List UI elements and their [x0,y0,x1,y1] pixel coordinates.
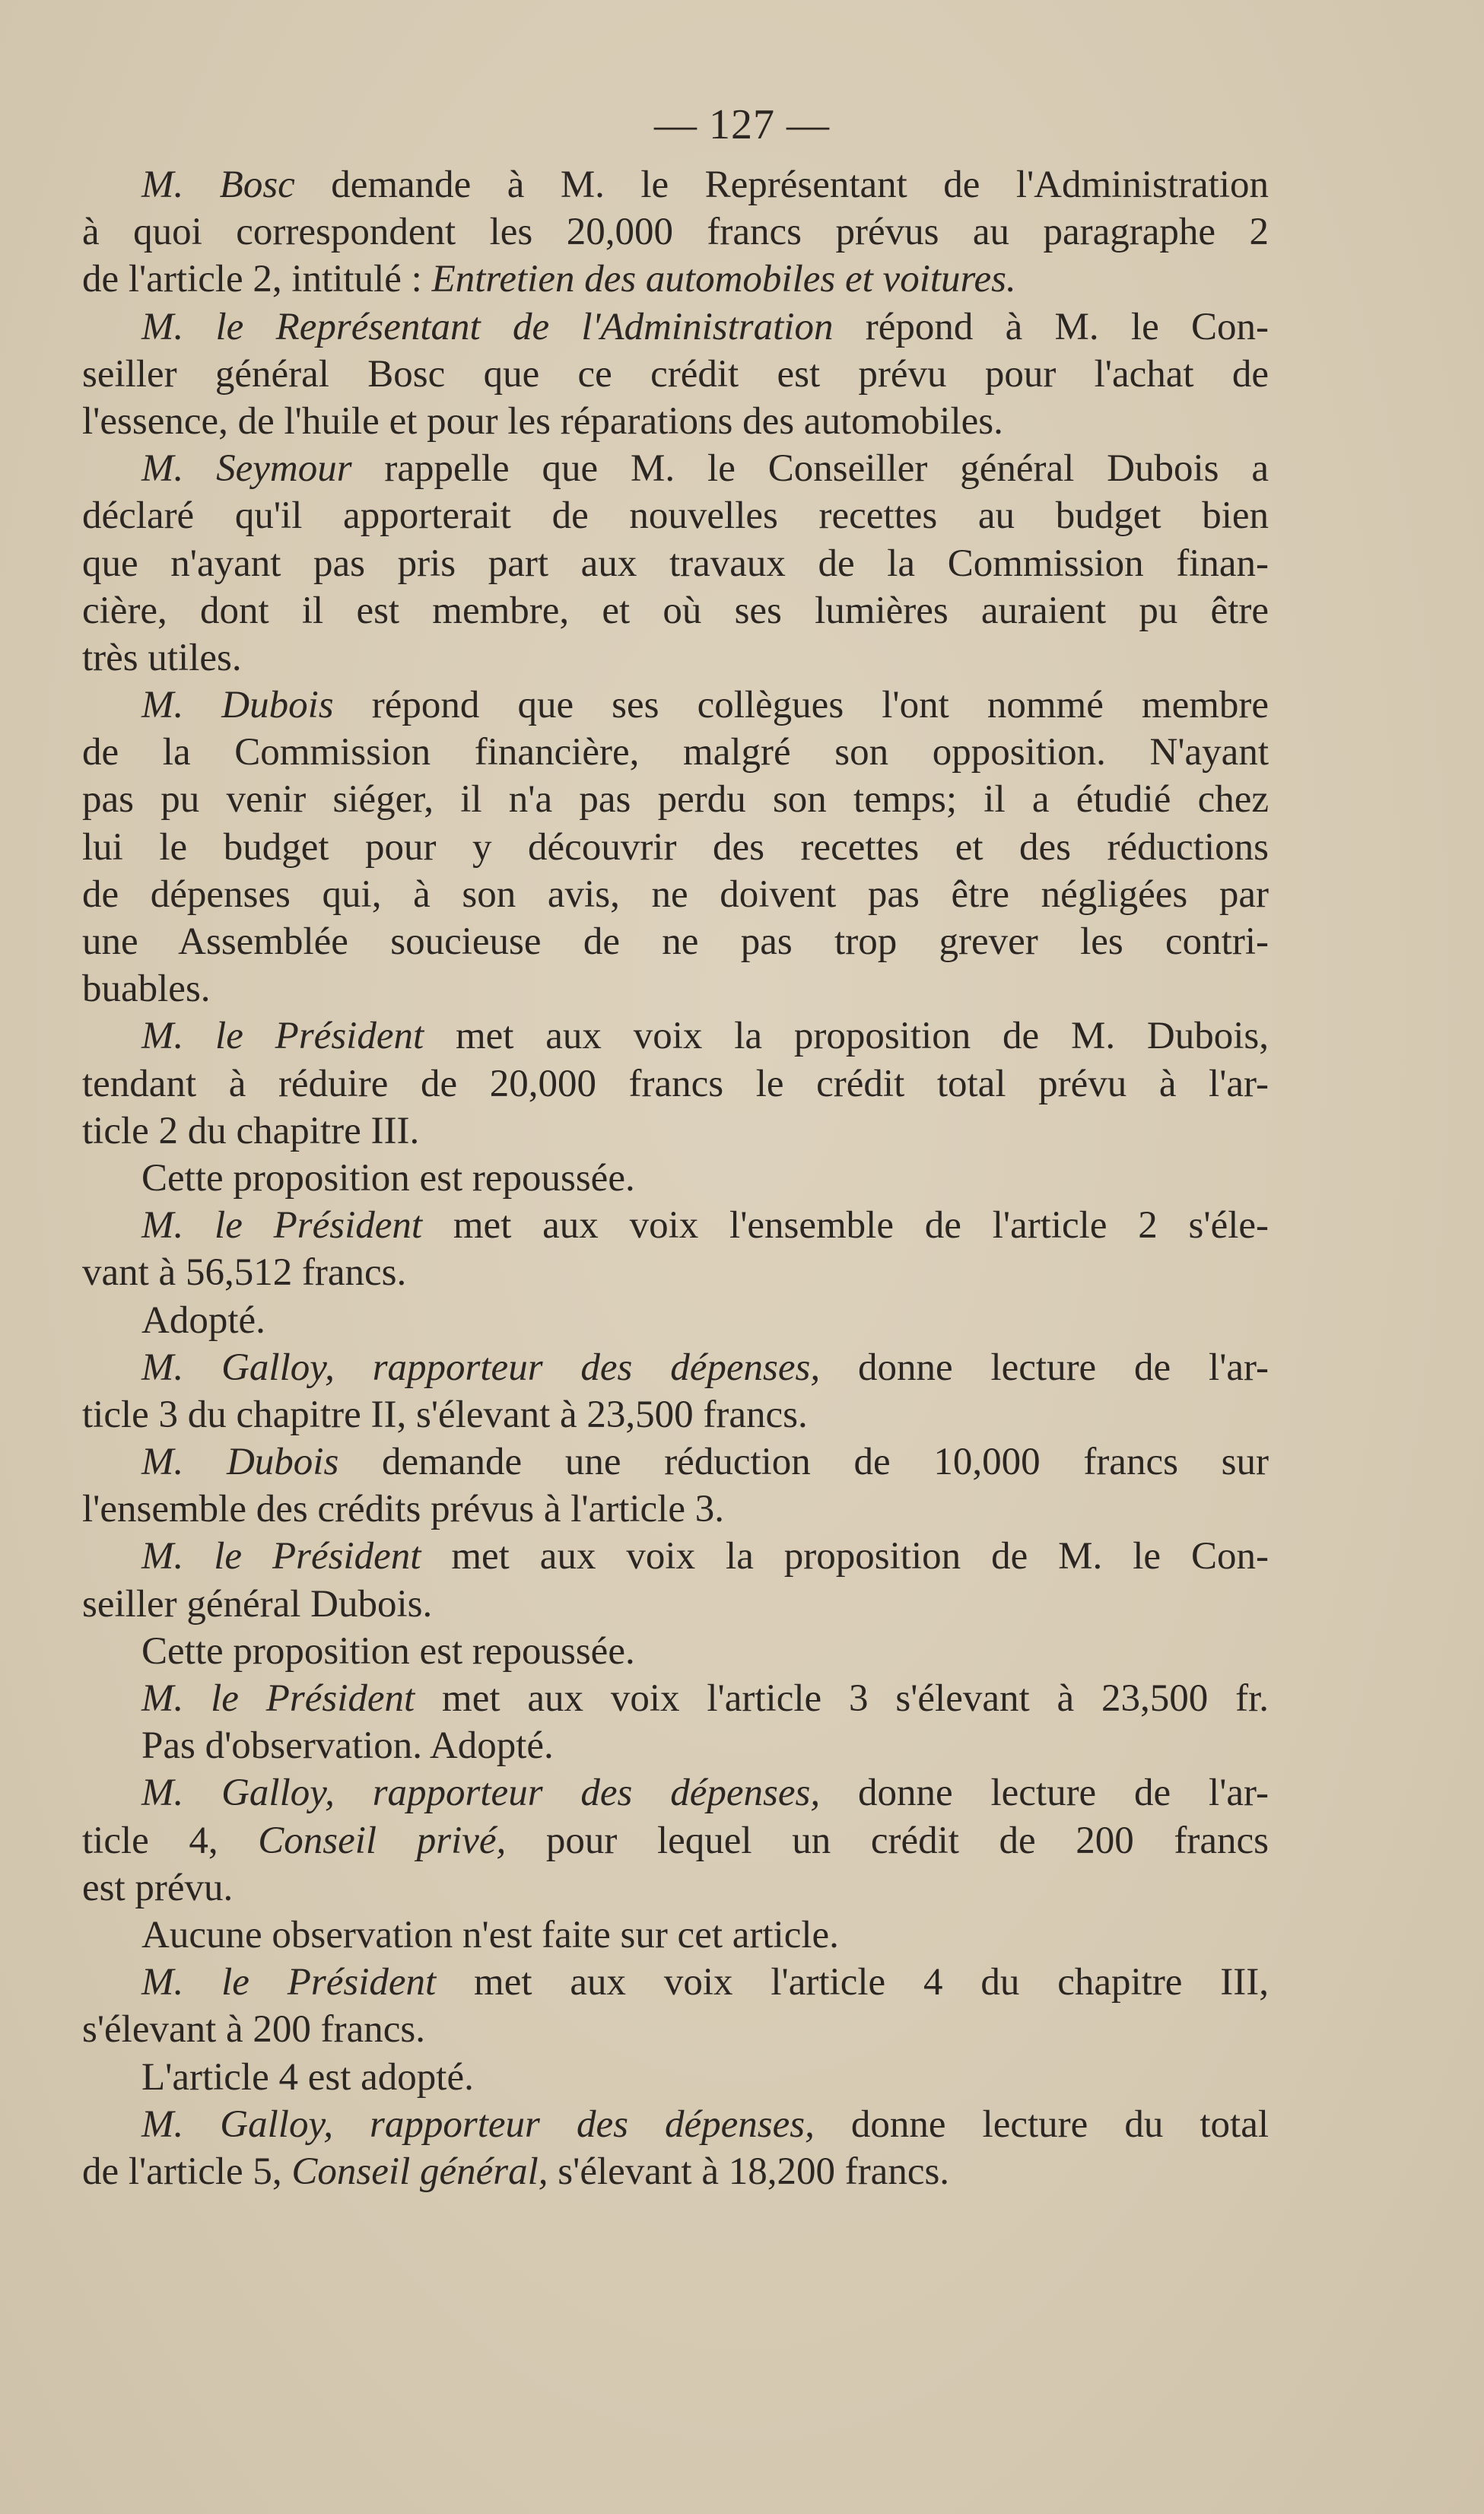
text-segment: donne lecture du total [814,2102,1269,2146]
text-line [82,1486,1269,1533]
italic-text-segment: M. le Représentant de l'Administration [141,305,834,348]
text-segment: s'élevant à 18,200 francs. [548,2150,950,2193]
text-segment: répond que ses collègues l'ont nommé membre [333,684,1269,727]
text-line [82,1675,1269,1722]
text-segment: pas pu venir siéger, il n'a pas perdu son temps; il a étudié chez [82,778,1269,822]
text-segment: à quoi correspondent les 20,000 francs prévus au paragraphe 2 [82,211,1269,254]
text-segment: vant à 56,512 francs. [82,1251,407,1295]
text-line [82,1769,1269,1816]
text-line [82,965,1269,1012]
text-line [82,2006,1269,2053]
text-line [82,1438,1269,1486]
text-segment: cière, dont il est membre, et où ses lumières auraient pu être [82,589,1269,632]
text-segment: met aux voix l'article 4 du chapitre III, [436,1961,1269,2004]
text-segment: donne lecture de l'ar- [820,1346,1269,1389]
text-line [82,1533,1269,1580]
text-line [82,2101,1269,2148]
italic-text-segment: M. le Président [141,1961,437,2004]
text-segment: Cette proposition est repoussée. [141,1156,635,1200]
italic-text-segment: M. Galloy, rapporteur des dépenses, [141,2102,815,2146]
text-line [82,1628,1269,1675]
text-line [82,682,1269,729]
text-line [82,634,1269,682]
text-line [82,208,1269,256]
italic-text-segment: M. le Président [141,1535,421,1578]
text-line [82,492,1269,539]
text-segment: rappelle que M. le Conseiller général Dubois a [351,447,1269,491]
text-line [82,1202,1269,1249]
text-segment: que n'ayant pas pris part aux travaux de la Commission finan- [82,542,1269,585]
text-line [82,1060,1269,1108]
text-segment: une Assemblée soucieuse de ne pas trop grever les contri- [82,920,1269,963]
text-line [82,1912,1269,1959]
text-line [82,2054,1269,2101]
italic-text-segment: Conseil privé, [258,1819,507,1862]
text-segment: de dépenses qui, à son avis, ne doivent pas être négligées par [82,872,1269,916]
text-line [82,1722,1269,1769]
text-segment: Aucune observation n'est faite sur cet article. [141,1913,839,1956]
text-line [82,1581,1269,1628]
text-line [82,1249,1269,1296]
text-line [82,351,1269,398]
text-line [82,1297,1269,1344]
text-line [82,1817,1269,1864]
text-segment: Cette proposition est repoussée. [141,1629,635,1673]
text-segment: s'élevant à 200 francs. [82,2008,426,2052]
text-segment: déclaré qu'il apporterait de nouvelles recettes au budget bien [82,494,1269,538]
text-segment: lui le budget pour y découvrir des recettes et des réductions [82,825,1269,869]
italic-text-segment: M. le Président [141,1015,424,1058]
text-segment: de l'article 5, [82,2150,292,2193]
italic-text-segment: M. Galloy, rapporteur des dépenses, [141,1772,821,1815]
text-segment: met aux voix la proposition de M. le Con- [421,1535,1270,1578]
text-line [82,729,1269,776]
text-segment: Adopté. [141,1298,265,1342]
text-line [82,918,1269,965]
text-segment: tendant à réduire de 20,000 francs le crédit total prévu à l'ar- [82,1062,1269,1105]
italic-text-segment: M. Dubois [141,684,334,727]
italic-text-segment: M. le Président [141,1204,423,1247]
text-segment: donne lecture de l'ar- [820,1772,1269,1815]
text-segment: l'ensemble des crédits prévus à l'article 3. [82,1488,724,1531]
italic-text-segment: M. Galloy, rapporteur des dépenses, [141,1346,821,1389]
text-line [82,1108,1269,1155]
text-segment: de la Commission financière, malgré son opposition. N'ayant [82,731,1269,774]
page-number-header: — 127 — [654,101,830,148]
text-segment: met aux voix la proposition de M. Dubois, [424,1015,1269,1058]
body-text [82,161,1269,2195]
text-segment: l'essence, de l'huile et pour les réparations des automobiles. [82,399,1003,443]
text-line [82,256,1269,303]
text-segment: pour lequel un crédit de 200 francs [506,1819,1269,1862]
text-line [82,1959,1269,2006]
text-line [82,824,1269,871]
text-segment: seiller général Dubois. [82,1582,433,1626]
text-line [82,445,1269,492]
text-line [82,398,1269,445]
italic-text-segment: M. le Président [141,1677,415,1720]
text-segment: buables. [82,968,211,1011]
text-line [82,776,1269,823]
text-segment: répond à M. le Con- [833,305,1269,348]
italic-text-segment: M. Dubois [141,1441,339,1484]
text-line [82,1864,1269,1912]
italic-text-segment: M. Seymour [141,447,352,491]
text-line [82,1344,1269,1391]
text-line [82,1155,1269,1202]
italic-text-segment: Entretien des automobiles et voitures. [431,258,1016,301]
text-line [82,304,1269,351]
text-line [82,540,1269,587]
text-segment: seiller général Bosc que ce crédit est prévu pour l'achat de [82,352,1269,396]
text-segment: Pas d'observation. Adopté. [141,1724,554,1768]
text-segment: très utiles. [82,636,242,679]
text-segment: ticle 4, [82,1819,259,1862]
text-line [82,587,1269,634]
text-segment: ticle 3 du chapitre II, s'élevant à 23,500 francs. [82,1393,808,1436]
text-line [82,1391,1269,1438]
text-segment: est prévu. [82,1866,234,1909]
text-segment: demande une réduction de 10,000 francs sur [338,1441,1269,1484]
text-segment: ticle 2 du chapitre III. [82,1109,420,1152]
text-segment: met aux voix l'article 3 s'élevant à 23,500 fr. [415,1677,1269,1720]
text-line [82,161,1269,208]
text-line [82,871,1269,918]
text-line [82,2148,1269,2195]
text-segment: met aux voix l'ensemble de l'article 2 s'éle- [422,1204,1270,1247]
italic-text-segment: Conseil général, [291,2150,548,2193]
text-segment: L'article 4 est adopté. [141,2055,474,2099]
text-line [82,1012,1269,1060]
italic-text-segment: M. Bosc [141,164,295,206]
text-segment: de l'article 2, intitulé : [82,258,432,301]
text-segment: demande à M. le Représentant de l'Administration [294,164,1269,206]
